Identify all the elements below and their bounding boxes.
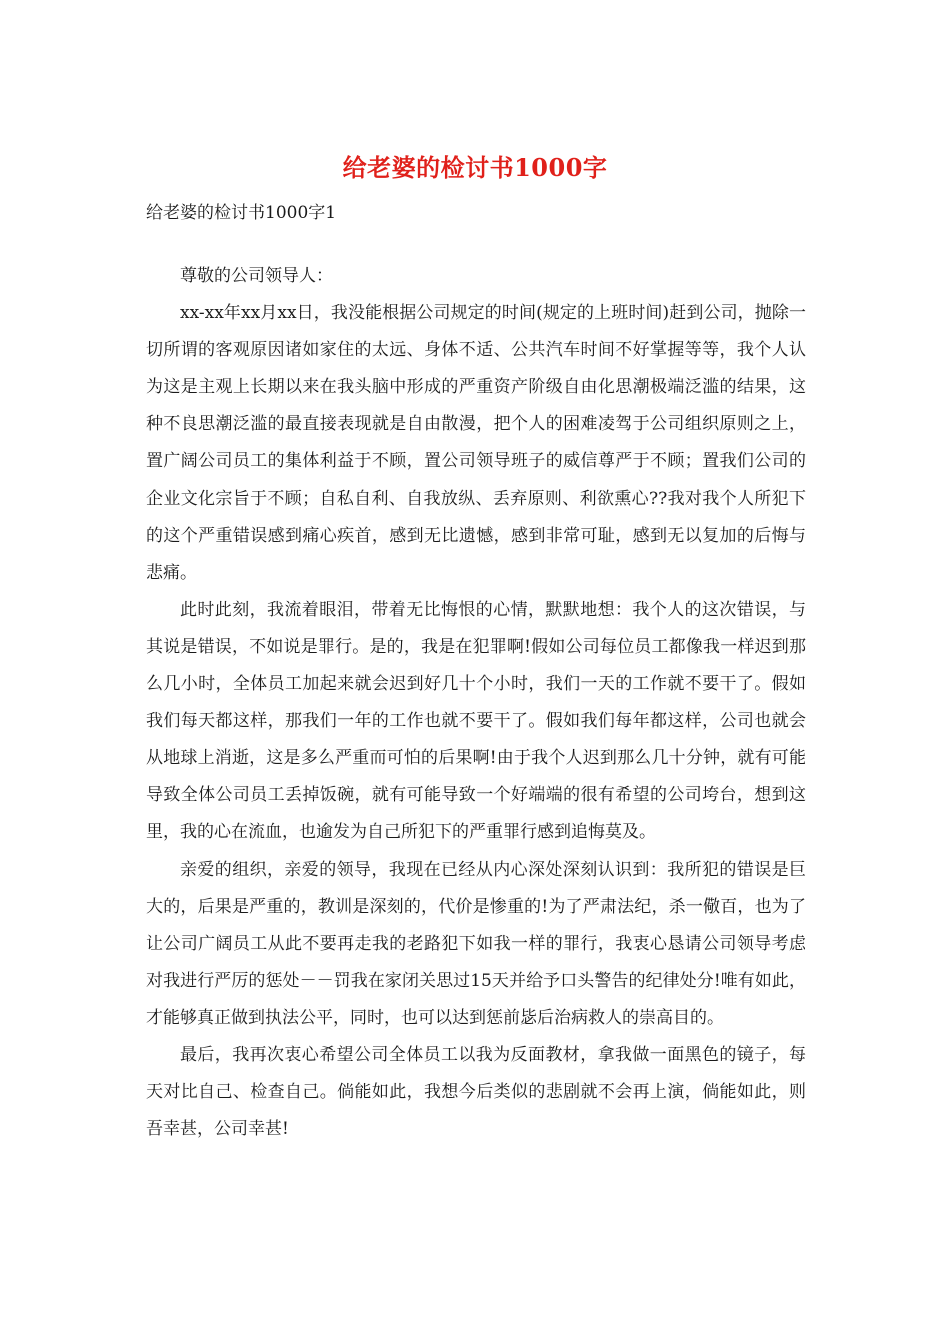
document-title: 给老婆的检讨书1000字 xyxy=(342,153,608,182)
paragraph-1: xx-xx年xx月xx日，我没能根据公司规定的时间(规定的上班时间)赶到公司，抛除一切所谓的客观原因诸如家住的太远、身体不适、公共汽车时间不好掌握等等，我个人认为这是主观上长期以来在我头脑中形成的严重资产阶级自由化思潮极端泛滥的结果，这种不良思潮泛滥的最直接表现就是自由散漫，把个人的困难凌驾于公司组织原则之上，置广阔公司员工的集体利益于不顾，置公司领导班子的威信尊严于不顾；置我们公司的企业文化宗旨于不顾；自私自利、自我放纵、丢弃原则、利欲熏心??我对我个人所犯下的这个严重错误感到痛心疾首，感到无比遗憾，感到非常可耻，感到无以复加的后悔与悲痛。 xyxy=(146,303,806,583)
document-subtitle: 给老婆的检讨书1000字1 xyxy=(146,203,337,223)
paragraph-2: 此时此刻，我流着眼泪，带着无比悔恨的心情，默默地想：我个人的这次错误，与其说是错误，不如说是罪行。是的，我是在犯罪啊!假如公司每位员工都像我一样迟到那么几小时，全体员工加起来就会迟到好几十个小时，我们一天的工作就不要干了。假如我们每天都这样，那我们一年的工作也就不要干了。假如我们每年都这样，公司也就会从地球上消逝，这是多么严重而可怕的后果啊!由于我个人迟到那么几十分钟，就有可能导致全体公司员工丢掉饭碗，就有可能导致一个好端端的很有希望的公司垮台，想到这里，我的心在流血，也逾发为自己所犯下的严重罪行感到追悔莫及。 xyxy=(146,599,806,843)
paragraph-4: 最后，我再次衷心希望公司全体员工以我为反面教材，拿我做一面黑色的镜子，每天对比自己、检查自己。倘能如此，我想今后类似的悲剧就不会再上演，倘能如此，则吾幸甚，公司幸甚! xyxy=(146,1044,806,1140)
document-body xyxy=(146,258,806,1148)
salutation: 尊敬的公司领导人： xyxy=(180,266,333,286)
paragraph-3: 亲爱的组织，亲爱的领导，我现在已经从内心深处深刻认识到：我所犯的错误是巨大的，后果是严重的，教训是深刻的，代价是惨重的!为了严肃法纪，杀一儆百，也为了让公司广阔员工从此不要再走我的老路犯下如我一样的罪行，我衷心恳请公司领导考虑对我进行严厉的惩处－－罚我在家闭关思过15天并给予口头警告的纪律处分!唯有如此，才能够真正做到执法公平，同时，也可以达到惩前毖后治病救人的崇高目的。 xyxy=(146,859,806,1028)
